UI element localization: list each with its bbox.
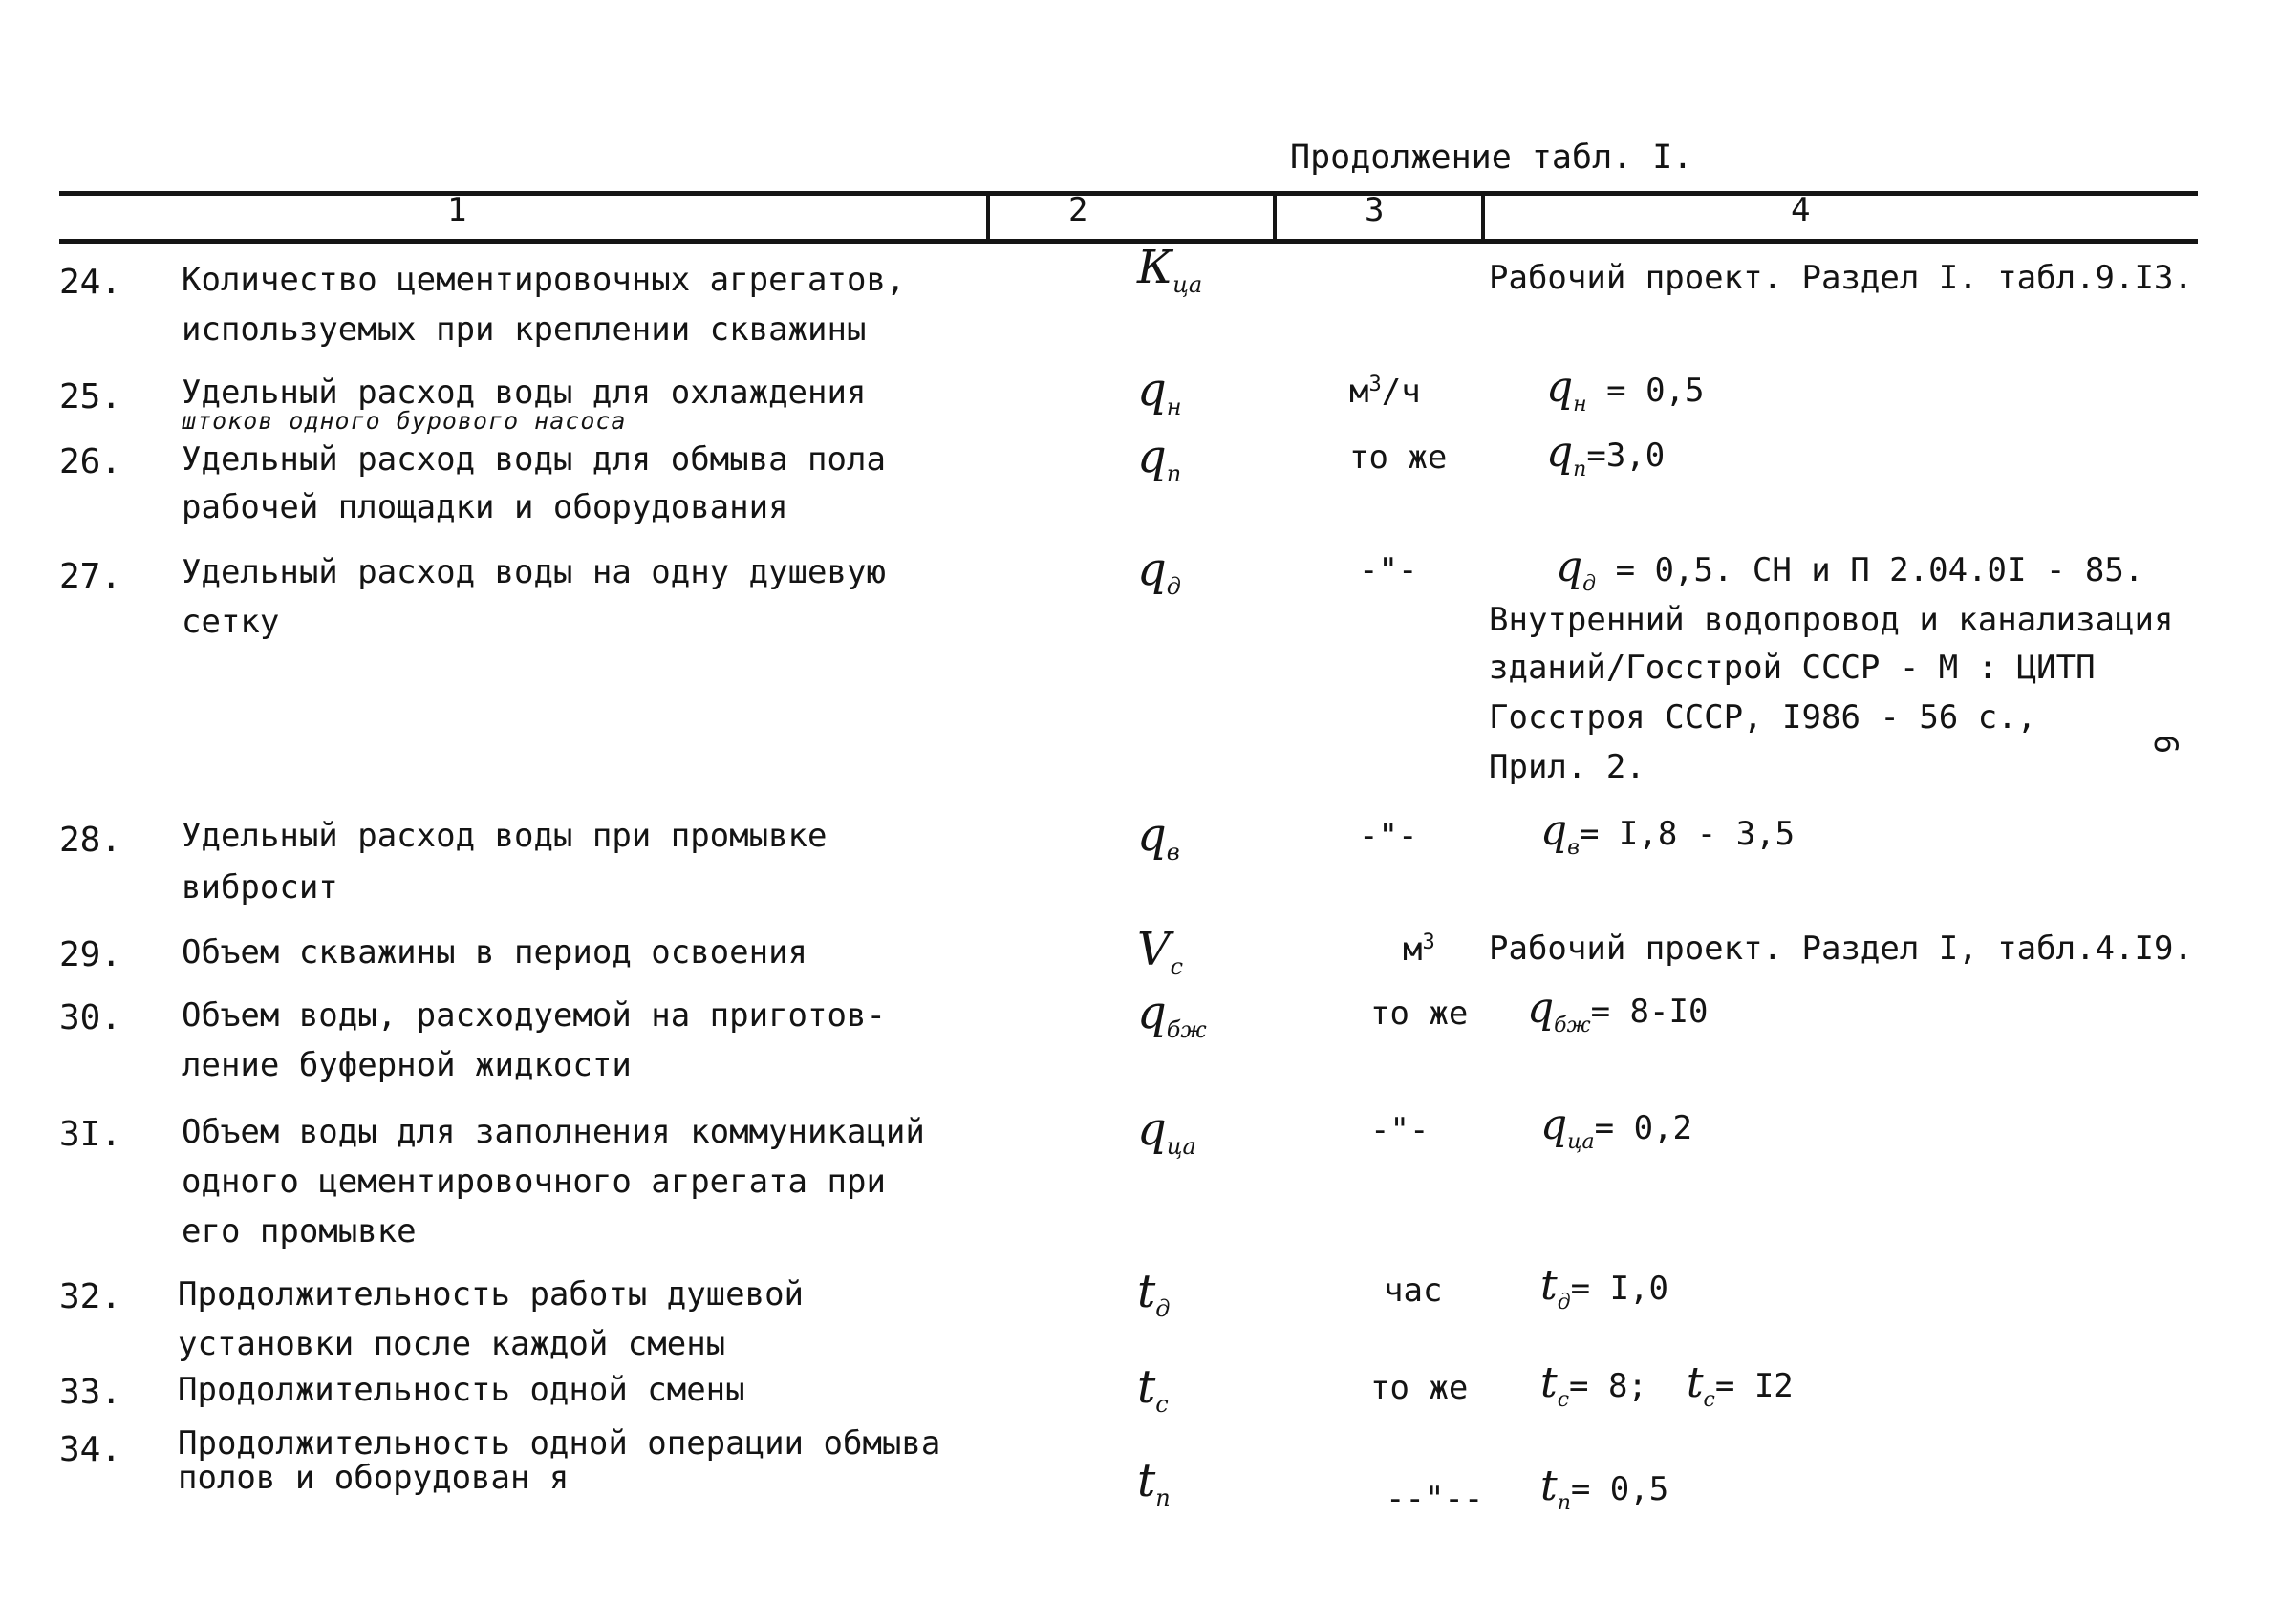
row-description: Удельный расход воды при промывке [182,817,828,855]
row-symbol: $q_{бж}$ [1137,986,1207,1043]
table-header-rule [59,239,2198,244]
row-source: $t_п= 0,5$ [1540,1462,1669,1515]
row-symbol: $К_{ца}$ [1137,241,1203,298]
row-source: $q_{ца}= 0,2$ [1540,1100,1692,1154]
row-description: Удельный расход воды для охлаждения [182,374,867,412]
row-description: Удельный расход воды для обмыва пола [182,440,886,479]
row-unit: час [1384,1271,1443,1310]
row-symbol: $q_д$ [1137,543,1181,600]
row-symbol: $t_п$ [1137,1454,1171,1511]
column-divider [1481,194,1485,242]
row-source: Госстроя СССР, I986 - 56 с., [1489,698,2037,737]
row-source: $q_д = 0,5$. СН и П 2.04.0I - 85. [1556,543,2144,596]
row-number: 30. [59,998,122,1037]
row-description: используемых при креплении скважины [182,310,867,349]
row-note: штоков одного бурового насоса [182,407,627,435]
row-unit: то же [1370,1369,1469,1407]
table-top-rule [59,191,2198,196]
page-number-mark: 6 [2146,734,2185,755]
row-description: Продолжительность одной смены [178,1371,745,1409]
row-symbol: $q_п$ [1137,430,1182,487]
row-description: Удельный расход воды на одну душевую [182,553,886,591]
row-number: 32. [59,1277,122,1316]
row-number: 24. [59,263,122,302]
row-symbol: $V_с$ [1137,923,1184,980]
row-number: 3I. [59,1115,122,1154]
row-description: Количество цементировочных агрегатов, [182,261,906,299]
row-description: Объем воды, расходуемой на приготов- [182,996,886,1035]
row-symbol: $q_в$ [1137,808,1180,865]
column-header-1: 1 [447,191,467,229]
row-description: Объем воды для заполнения коммуникаций [182,1113,925,1151]
row-description: Продолжительность работы душевой [178,1275,805,1314]
column-header-2: 2 [1068,191,1088,229]
row-description: одного цементировочного агрегата при [182,1163,886,1201]
column-divider [986,194,990,242]
row-unit: -"- [1359,817,1418,855]
row-number: 34. [59,1430,122,1469]
row-source: Прил. 2. [1489,748,1645,786]
row-source: зданий/Госстрой СССР - М : ЦИТП [1489,649,2096,687]
row-description: вибросит [182,868,338,907]
row-number: 26. [59,442,122,481]
row-source: $q_в= I,8 - 3,5$ [1540,806,1796,860]
row-source: $q_{бж}= 8-I0$ [1527,984,1709,1037]
row-source: $t_д= I,0$ [1540,1261,1668,1314]
row-unit: -"- [1359,551,1418,589]
column-header-3: 3 [1365,191,1385,229]
row-number: 29. [59,935,122,974]
row-number: 33. [59,1373,122,1412]
row-description: установки после каждой смены [178,1325,726,1363]
row-source: Рабочий проект. Раздел I, табл.4.I9. [1489,930,2193,968]
row-symbol: $t_с$ [1137,1360,1169,1418]
row-unit: $м^3$ [1403,930,1435,969]
row-source: Внутренний водопровод и канализация [1489,601,2174,639]
row-symbol: $q_н$ [1137,363,1182,420]
row-unit: то же [1349,438,1448,477]
row-description: полов и оборудован я [178,1459,570,1497]
row-description: его промывке [182,1212,417,1250]
row-unit: -"- [1370,1111,1430,1149]
row-number: 25. [59,377,122,417]
row-source: $q_п=3,0$ [1546,428,1666,481]
row-description: Объем скважины в период освоения [182,933,808,972]
row-source: $t_с= 8$; $t_с= I2$ [1540,1358,1794,1412]
row-unit: то же [1370,994,1469,1033]
column-divider [1273,194,1277,242]
row-unit: $м^3/ч$ [1349,373,1421,411]
row-description: ление буферной жидкости [182,1046,632,1084]
row-source: $q_н = 0,5$ [1546,363,1705,417]
row-number: 27. [59,557,122,596]
row-number: 28. [59,821,122,860]
row-source: Рабочий проект. Раздел I. табл.9.I3. [1489,259,2193,297]
row-unit: --"-- [1386,1480,1484,1518]
row-description: рабочей площадки и оборудования [182,488,788,526]
row-symbol: $q_{ца}$ [1137,1102,1196,1160]
row-description: сетку [182,603,280,641]
row-symbol: $t_д$ [1137,1265,1171,1322]
column-header-4: 4 [1791,191,1811,229]
table-caption: Продолжение табл. I. [1290,139,1693,177]
row-description: Продолжительность одной операции обмыва [178,1424,941,1463]
